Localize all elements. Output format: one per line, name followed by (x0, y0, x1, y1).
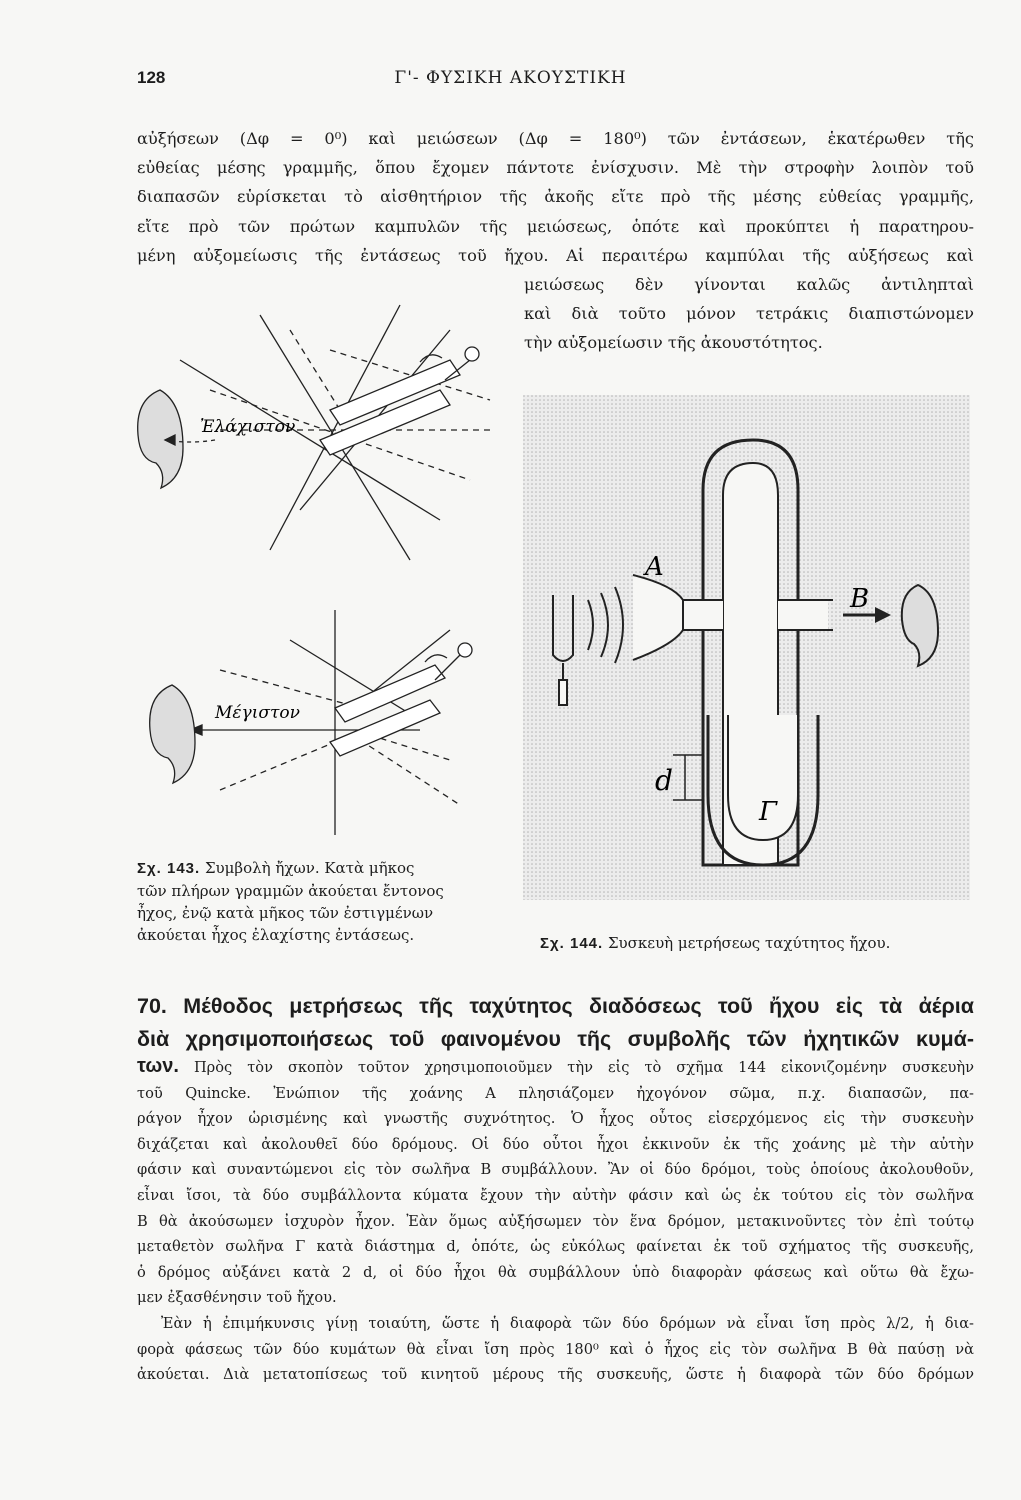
text-line: μεν ἐξασθένησιν τοῦ ἤχου. (137, 1289, 337, 1307)
caption-number: Σχ. 143. (137, 860, 201, 877)
caption-144 (540, 932, 970, 955)
text-line: Β θὰ ἀκούσωμεν ἰσχυρὸν ἦχον. Ἐὰν ὅμως αὐξήσωμεν τὸν ἕνα δρόμον, μετακινοῦντες τὸν ἐπὶ τούτῳ (137, 1212, 974, 1230)
text-line: τὴν αὐξομείωσιν τῆς ἀκουστότητος. (524, 333, 823, 353)
heading-end: των. (137, 1055, 179, 1077)
label-b: B (850, 584, 870, 614)
caption-text: ἦχος, ἐνῷ κατὰ μῆκος τῶν ἐστιγμένων (137, 904, 434, 922)
text-line: ὁ δρόμος αὐξάνει κατὰ 2 d, οἱ δύο ἦχοι θὰ συμβάλλουν ὑπὸ διαφορὰν φάσεως καὶ οὕτω θὰ ἔχω- (137, 1263, 974, 1281)
text-line: διχάζεται καὶ ἀκολουθεῖ δύο δρόμους. Οἱ δύο οὗτοι ἦχοι ἐκκινοῦν ἐκ τῆς χοάνης μὲ τὴν αὐτὴν (137, 1135, 974, 1153)
section-heading (137, 990, 974, 1056)
text-line: αὐξήσεων (Δφ = 0⁰) καὶ μειώσεων (Δφ = 180⁰) τῶν ἐντάσεων, ἑκατέρωθεν τῆς (137, 129, 974, 148)
label-max: Μέγιστον (215, 703, 300, 723)
text-line: ράγον ἦχον ὡρισμένης καὶ γνωστῆς συχνότητος. Ὁ ἦχος οὗτος εἰσερχόμενος εἰς τὴν συσκευὴν (137, 1110, 974, 1128)
text-line: καὶ διὰ τοῦτο μόνον τετράκις διαπιστώνομεν (524, 304, 974, 324)
text-line: φάσιν καὶ συναντώμενοι εἰς τὸν σωλῆνα Β συμβάλλουν. Ἂν οἱ δύο δρόμοι, τοὺς ὁποίους ἀκολουθοῦν, (137, 1161, 974, 1179)
text-line: μειώσεως δὲν γίνονται καλῶς ἀντιληπταὶ (524, 275, 974, 294)
top-paragraph (137, 124, 974, 270)
label-a: A (645, 552, 664, 582)
text-line: εἴτε πρὸ τῶν πρώτων καμπυλῶν τῆς μειώσεως, ὁπότε καὶ προκύπτει ἡ παρατηρου- (137, 216, 974, 236)
figure-144 (523, 395, 970, 900)
ear-icon (150, 685, 195, 783)
running-title: Γ'- ΦΥΣΙΚΗ ΑΚΟΥΣΤΙΚΗ (394, 68, 627, 88)
label-d: d (655, 764, 673, 797)
text-line: ἀκούεται. Διὰ μετατοπίσεως τοῦ κινητοῦ μέρους τῆς συσκευῆς, ὥστε ἡ διαφορὰ τῶν δύο δρόμων (137, 1366, 974, 1384)
label-min: Ἐλάχιστον (200, 417, 296, 437)
text-line: Ἐὰν ἡ ἐπιμήκυνσις γίνῃ τοιαύτη, ὥστε ἡ διαφορὰ τῶν δύο δρόμων νὰ εἶναι ἴση πρὸς λ/2, ἡ δια- (161, 1314, 974, 1332)
page-number: 128 (137, 68, 166, 87)
text-line: εὐθείας μέσης γραμμῆς, ὅπου ἔχομεν πάντοτε ἐνίσχυσιν. Μὲ τὴν στροφὴν λοιπὸν τοῦ (137, 158, 974, 178)
caption-text: τῶν πλήρων γραμμῶν ἀκούεται ἔντονος (137, 882, 444, 900)
text-line: φορὰ φάσεως τῶν δύο κυμάτων θὰ εἶναι ἴση πρὸς 180⁰ καὶ ὁ ἦχος εἰς τὸν σωλῆνα Β θὰ παύσῃ νὰ (137, 1340, 974, 1358)
ear-icon (138, 390, 183, 488)
text-line: τοῦ Quincke. Ἐνώπιον τῆς χοάνης Α πλησιάζομεν ἠχογόνον σῶμα, π.χ. διαπασῶν, πα- (137, 1084, 974, 1102)
caption-text: Συσκευὴ μετρήσεως ταχύτητος ἤχου. (607, 934, 891, 952)
caption-number: Σχ. 144. (540, 935, 604, 952)
text-line: διαπασῶν εὑρίσκεται τὸ αἰσθητήριον τῆς ἀκοῆς εἴτε πρὸ τῆς μέσης εὐθείας γραμμῆς, (137, 187, 974, 207)
text-line: Πρὸς τὸν σκοπὸν τοῦτον χρησιμοποιοῦμεν τὴν εἰς τὸ σχῆμα 144 εἰκονιζομένην συσκευὴν (193, 1059, 975, 1076)
label-g: Γ (759, 797, 778, 827)
section-body (137, 1054, 974, 1388)
caption-text: Συμβολὴ ἤχων. Κατὰ μῆκος (204, 859, 415, 877)
figure-143 (120, 290, 510, 840)
text-line: μεταθετὸν σωλῆνα Γ κατὰ διάστημα d, ὁπότε, ὡς εὐκόλως φαίνεται ἐκ τοῦ σχήματος τῆς συσκευῆς, (137, 1238, 974, 1256)
text-line: εἶναι ἴσοι, τὰ δύο συμβάλλοντα κύματα ἔχουν τὴν αὐτὴν φάσιν καὶ ὡς ἐκ τούτου εἰς τὸν σωλῆνα (137, 1186, 974, 1204)
heading-line: διὰ χρησιμοποιήσεως τοῦ φαινομένου τῆς συμβολῆς τῶν ἠχητικῶν κυμά- (137, 1027, 974, 1051)
text-line: μένη αὐξομείωσις τῆς ἐντάσεως τοῦ ἤχου. Αἱ περαιτέρω καμπύλαι τῆς αὐξήσεως καὶ (137, 245, 974, 265)
heading-line: 70. Μέθοδος μετρήσεως τῆς ταχύτητος διαδόσεως τοῦ ἤχου εἰς τὰ ἀέρια (137, 994, 974, 1018)
caption-text: ἀκούεται ἦχος ἐλαχίστης ἐντάσεως. (137, 926, 415, 944)
top-paragraph-narrow (524, 270, 974, 358)
caption-143 (137, 857, 502, 946)
